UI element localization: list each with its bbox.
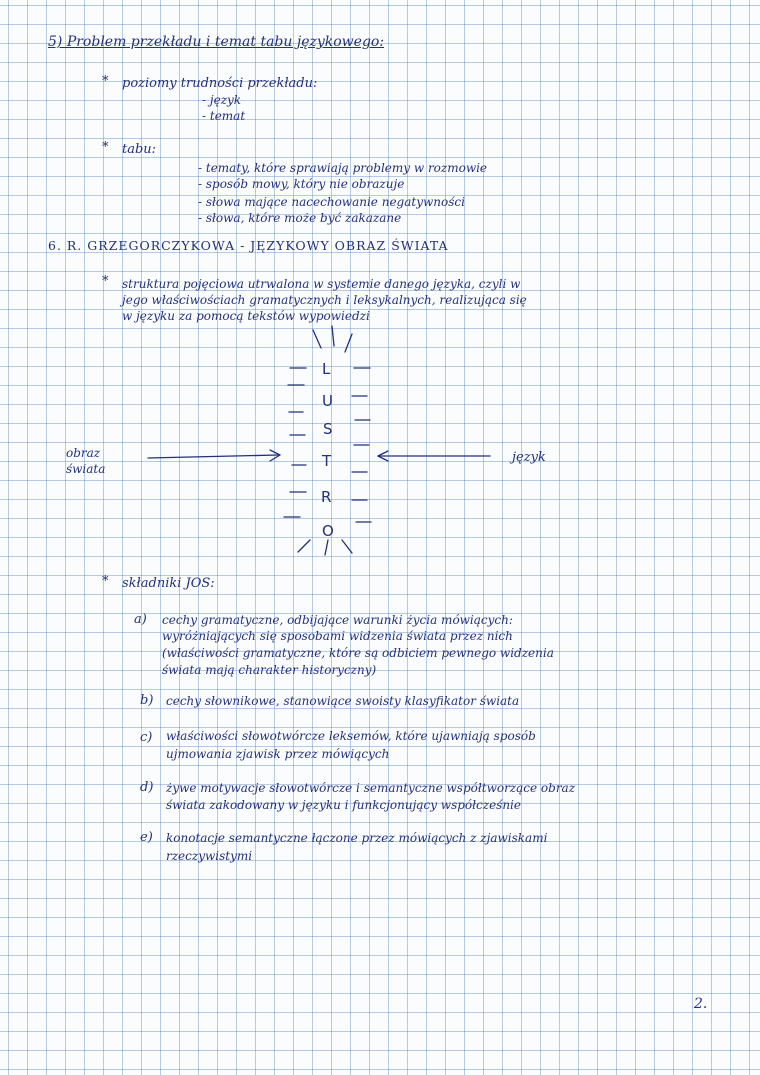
bullet-marker: * <box>102 74 109 89</box>
item-line: świata mają charakter historyczny) <box>162 663 377 677</box>
item-line: cechy gramatyczne, odbijające warunki życia mówiących: <box>162 613 513 627</box>
bullet-marker: * <box>102 140 109 155</box>
item-label: d) <box>140 780 154 795</box>
section-6-heading: 6. R. GRZEGORCZYKOWA - JĘZYKOWY OBRAZ ŚWIATA <box>48 238 449 253</box>
bullet-text: tabu: <box>122 142 157 157</box>
bullet-marker: * <box>102 274 109 289</box>
diagram-letter: S <box>323 420 333 438</box>
item-line: rzeczywistymi <box>166 849 253 863</box>
item-line: konotacje semantyczne łączone przez mówiących z zjawiskami <box>166 831 548 845</box>
diagram-letter: L <box>322 360 331 378</box>
bullet-text: poziomy trudności przekładu: <box>122 76 318 91</box>
item-label: b) <box>140 693 154 708</box>
item-label: e) <box>140 830 153 845</box>
list-item: - sposób mowy, który nie obrazuje <box>198 177 405 191</box>
item-line: wyróżniających się sposobami widzenia świata przez nich <box>162 629 513 643</box>
list-item: - słowa, które może być zakazane <box>198 211 402 225</box>
diagram-letter: T <box>322 452 332 470</box>
diagram-letter: O <box>322 522 334 540</box>
list-item: - tematy, które sprawiają problemy w rozmowie <box>198 161 488 175</box>
diagram-right-label: język <box>512 450 546 465</box>
item-line: świata zakodowany w języku i funkcjonujący współcześnie <box>166 798 521 812</box>
diagram-letter: R <box>321 488 332 506</box>
paragraph-line: jego właściwościach gramatycznych i leksykalnych, realizująca się <box>122 293 527 307</box>
bullet-text: składniki JOS: <box>122 576 215 591</box>
sub-item: - język <box>202 93 242 107</box>
bullet-marker: * <box>102 574 109 589</box>
item-line: cechy słownikowe, stanowiące swoisty klasyfikator świata <box>166 694 520 708</box>
page-number: 2. <box>694 996 708 1012</box>
section-5-heading: 5) Problem przekładu i temat tabu językowego: <box>48 34 385 50</box>
paragraph-line: struktura pojęciowa utrwalona w systemie danego języka, czyli w <box>122 277 521 291</box>
item-line: właściwości słowotwórcze leksemów, które ujawniają sposób <box>166 729 536 743</box>
diagram-left-label: obraz <box>66 446 101 460</box>
item-label: a) <box>134 612 147 627</box>
diagram-left-label: świata <box>66 462 106 476</box>
item-line: ujmowania zjawisk przez mówiących <box>166 747 390 761</box>
paragraph-line: w języku za pomocą tekstów wypowiedzi <box>122 309 370 323</box>
item-line: żywe motywacje słowotwórcze i semantyczne współtworzące obraz <box>166 781 576 795</box>
item-label: c) <box>140 730 153 745</box>
item-line: (właściwości gramatyczne, które są odbiciem pewnego widzenia <box>162 646 554 660</box>
diagram-letter: U <box>322 392 333 410</box>
list-item: - słowa mające nacechowanie negatywności <box>198 195 465 209</box>
sub-item: - temat <box>202 109 246 123</box>
